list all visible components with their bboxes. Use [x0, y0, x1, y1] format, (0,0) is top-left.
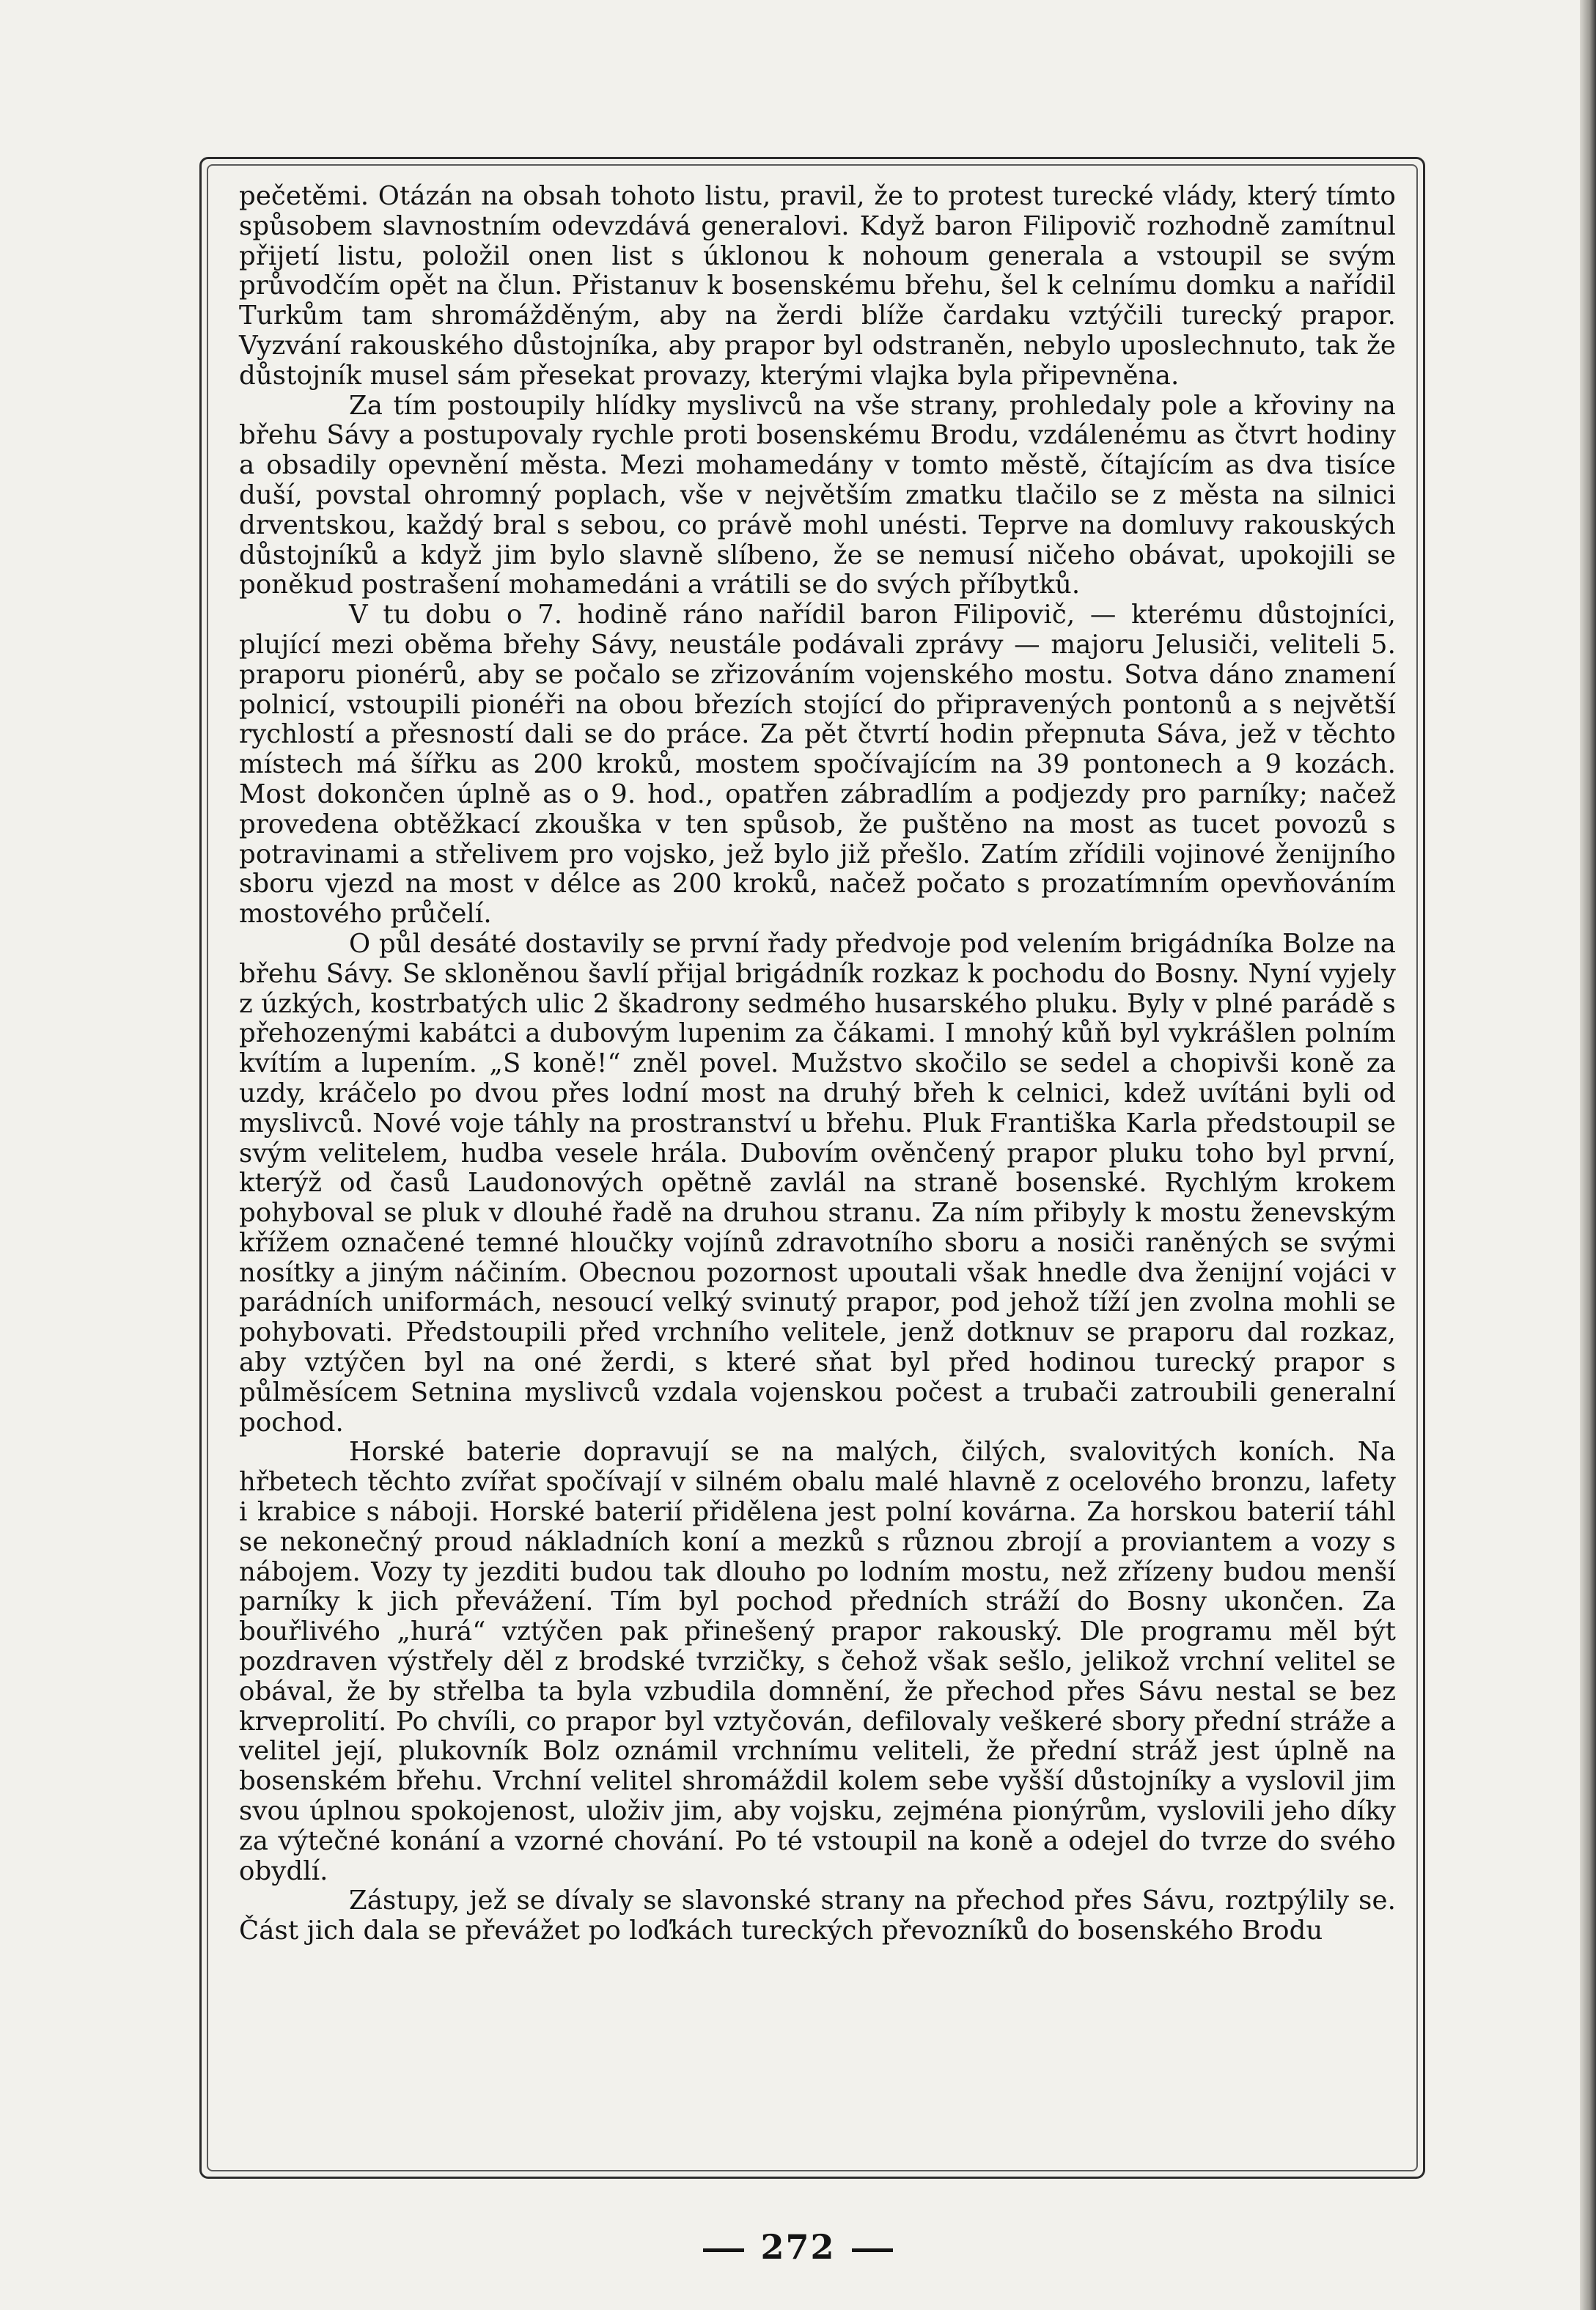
- dash-right: [852, 2248, 893, 2252]
- page-number: 272: [760, 2227, 836, 2267]
- paragraph: Horské baterie dopravují se na malých, čilých, svalovitých koních. Na hřbetech těchto zvířat spočívají v silném obalu malé hlavně z ocelového bronzu, lafety i krabice s náboji. Horské baterií přidělena jest polní kovárna. Za horskou baterií táhl se nekonečný proud nákladních koní a mezků s různou zbrojí a proviantem a vozy s nábojem. Vozy ty jezditi budou tak dlouho po lodním mostu, než zřízeny budou menší parníky k jich převážení. Tím byl pochod předních stráží do Bosny ukončen. Za bouřlivého „hurá“ vztýčen pak přinešený prapor rakouský. Dle programu měl být pozdraven výstřely děl z brodské tvrzičky, s čehož však sešlo, jelikož vrchní velitel se obával, že by střelba ta byla vzbudila domnění, že přechod přes Sávu nestal se bez krveprolití. Po chvíli, co prapor byl vztyčován, defilovaly veškeré sbory přední stráže a velitel její, plukovník Bolz oznámil vrchnímu veliteli, že přední stráž jest úplně na bosenském břehu. Vrchní velitel shromáždil kolem sebe vyšší důstojníky a vyslovil jim svou úplnou spokojenost, uloživ jim, aby vojsku, zejména pionýrům, vyslovili jeho díky za výtečné konání a vzorné chování. Po té vstoupil na koně a odejel do tvrze do svého obydlí.: [239, 1437, 1396, 1886]
- paragraph: Zástupy, jež se dívaly se slavonské strany na přechod přes Sávu, roztpýlily se. Část jich dala se převážet po loďkách tureckých převozníků do bosenského Brodu: [239, 1886, 1396, 1946]
- page-number-footer: [0, 2227, 1596, 2267]
- paragraph: V tu dobu o 7. hodině ráno nařídil baron Filipovič, — kterému důstojníci, plující mezi oběma břehy Sávy, neustále podávali zprávy — majoru Jelusiči, veliteli 5. praporu pionérů, aby se počalo se zřizováním vojenského mostu. Sotva dáno znamení polnicí, vstoupili pionéři na obou březích stojící do připravených pontonů a s největší rychlostí a přesností dali se do práce. Za pět čtvrtí hodin přepnuta Sáva, jež v těchto místech má šířku as 200 kroků, mostem spočívajícím na 39 pontonech a 9 kozách. Most dokončen úplně as o 9. hod., opatřen zábradlím a podjezdy pro parníky; načež provedena obtěžkací zkouška v ten spůsob, že puštěno na most as tucet povozů s potravinami a střelivem pro vojsko, jež bylo již přešlo. Zatím zřídili vojinové ženijního sboru vjezd na most v délce as 200 kroků, načež počato s prozatímním opevňováním mostového průčelí.: [239, 600, 1396, 930]
- scan-edge: [1580, 0, 1596, 2310]
- paragraph: Za tím postoupily hlídky myslivců na vše strany, prohledaly pole a křoviny na břehu Sávy a postupovaly rychle proti bosenskému Brodu, vzdálenému as čtvrt hodiny a obsadily opevnění města. Mezi mohamedány v tomto městě, čítajícím as dva tisíce duší, povstal ohromný poplach, vše v největším zmatku tlačilo se z města na silnici drventskou, každý bral s sebou, co právě mohl unésti. Teprve na domluvy rakouských důstojníků a když jim bylo slavně slíbeno, že se nemusí ničeho obávat, upokojili se poněkud postrašení mohamedáni a vrátili se do svých příbytků.: [239, 390, 1396, 600]
- paragraph: O půl desáté dostavily se první řady předvoje pod velením brigádníka Bolze na břehu Sávy. Se skloněnou šavlí přijal brigádník rozkaz k pochodu do Bosny. Nyní vyjely z úzkých, kostrbatých ulic 2 škadrony sedmého husarského pluku. Byly v plné parádě s přehozenými kabátci a dubovým lupenim za čákami. I mnohý kůň byl vykrášlen polním kvítím a lupením. „S koně!“ zněl povel. Mužstvo skočilo se sedel a chopivši koně za uzdy, kráčelo po dvou přes lodní most na druhý břeh k celnici, kdež uvítáni byli od myslivců. Nové voje táhly na prostranství u břehu. Pluk Františka Karla předstoupil se svým velitelem, hudba vesele hrála. Dubovím ověnčený prapor pluku toho byl první, kterýž od časů Laudonových opětně zavlál na straně bosenské. Rychlým krokem pohyboval se pluk v dlouhé řadě na druhou stranu. Za ním přibyly k mostu ženevským křížem označené temné hloučky vojínů zdravotního sboru a nosiči raněných se svými nosítky a jiným náčiním. Obecnou pozornost upoutali však hnedle dva ženijní vojáci v parádních uniformách, nesoucí velký svinutý prapor, pod jehož tíží jen zvolna mohli se pohybovati. Předstoupili před vrchního velitele, jenž dotknuv se praporu dal rozkaz, aby vztýčen byl na oné žerdi, s které sňat byl před hodinou turecký prapor s půlměsícem Setnina myslivců vzdala vojenskou počest a trubači zatroubili generalní pochod.: [239, 928, 1396, 1438]
- body-text: [239, 182, 1396, 1946]
- dash-left: [703, 2248, 744, 2252]
- paragraph: pečetěmi. Otázán na obsah tohoto listu, pravil, že to protest turecké vlády, který tímto spůsobem slavnostním odevzdává generalovi. Když baron Filipovič rozhodně zamítnul přijetí listu, položil onen list s úklonou k nohoum generala a vstoupil se svým průvodčím opět na člun. Přistanuv k bosenskému břehu, šel k celnímu domku a nařídil Turkům tam shromážděným, aby na žerdi blíže čardaku vztýčili turecký prapor. Vyzvání rakouského důstojníka, aby prapor byl odstraněn, nebylo uposlechnuto, tak že důstojník musel sám přesekat provazy, kterými vlajka byla připevněna.: [239, 181, 1396, 391]
